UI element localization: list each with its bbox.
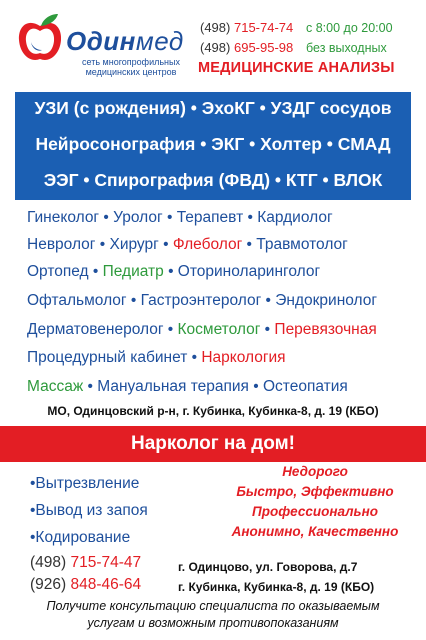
narcology-phone-2[interactable]: (926) 848-46-64 bbox=[30, 576, 142, 593]
diagnostics-box bbox=[15, 92, 411, 200]
specialist-text: Наркология bbox=[201, 349, 286, 366]
service-item: •Вытрезвление bbox=[30, 475, 140, 492]
slogan: Недорого bbox=[282, 464, 348, 479]
brand-name: Одинмед bbox=[66, 26, 184, 56]
apple-logo-icon bbox=[16, 12, 64, 64]
specialists-row bbox=[0, 377, 426, 397]
address-line: г. Одинцово, ул. Говорова, д.7 bbox=[178, 560, 358, 574]
diagnostics-row: УЗИ (с рождения) • ЭхоКГ • УЗДГ сосудов bbox=[34, 98, 392, 118]
specialist-text: Педиатр bbox=[102, 263, 164, 280]
service-item: •Вывод из запоя bbox=[30, 502, 148, 519]
specialist-text: • Оториноларинголог bbox=[163, 263, 321, 280]
specialist-text: Невролог • Хирург • bbox=[27, 236, 173, 253]
address-line: г. Кубинка, Кубинка-8, д. 19 (КБО) bbox=[178, 580, 375, 594]
specialist-text: Косметолог bbox=[177, 321, 261, 338]
footer-note: Получите консультацию специалиста по оказываемым услугам и возможным противопоказаниям bbox=[46, 599, 380, 630]
narcology-addresses bbox=[178, 557, 374, 597]
specialist-text: Процедурный кабинет • bbox=[27, 349, 202, 366]
specialist-text: Гинеколог • Уролог • Терапевт • Кардиолог bbox=[27, 209, 333, 226]
narcologist-banner bbox=[0, 426, 426, 462]
specialist-text: • Травмотолог bbox=[242, 236, 348, 253]
specialists-row bbox=[0, 262, 426, 282]
diagnostics-row: Нейросонография • ЭКГ • Холтер • СМАД bbox=[35, 134, 391, 154]
specialists-row bbox=[0, 291, 426, 311]
specialist-text: • bbox=[260, 321, 275, 338]
specialist-text: Флеболог bbox=[172, 236, 243, 253]
header-phone-2[interactable]: (498) 695-95-98 bbox=[200, 40, 294, 55]
specialist-text: • Мануальная терапия • Остеопатия bbox=[83, 378, 348, 395]
slogan: Анонимно, Качественно bbox=[231, 524, 399, 539]
header-phone-1[interactable]: (498) 715-74-74 bbox=[200, 20, 294, 35]
narcologist-banner-text: Нарколог на дом! bbox=[130, 433, 296, 454]
slogan: Профессионально bbox=[252, 504, 378, 519]
specialist-text: Дерматовенеролог • bbox=[27, 321, 178, 338]
specialist-text: Ортопед • bbox=[27, 263, 103, 280]
specialist-text: Перевязочная bbox=[274, 321, 377, 338]
narcology-slogans bbox=[210, 462, 420, 542]
specialist-text: Офтальмолог • Гастроэнтеролог • Эндокринолог bbox=[27, 292, 378, 309]
narcology-services bbox=[30, 470, 148, 551]
brand-tagline: сеть многопрофильных медицинских центров bbox=[82, 57, 180, 77]
specialists-row bbox=[0, 348, 426, 368]
service-item: •Кодирование bbox=[30, 529, 131, 546]
working-hours: с 8:00 до 20:00 без выходных bbox=[306, 21, 393, 55]
specialists-row bbox=[0, 208, 426, 228]
main-address: МО, Одинцовский р-н, г. Кубинка, Кубинка-8, д. 19 (КБО) bbox=[47, 404, 379, 418]
narcology-phone-1[interactable]: (498) 715-74-47 bbox=[30, 554, 142, 571]
header-phones bbox=[200, 18, 293, 58]
medical-tests-title: МЕДИЦИНСКИЕ АНАЛИЗЫ bbox=[198, 60, 395, 76]
narcology-phones bbox=[30, 552, 141, 596]
specialists-row bbox=[0, 235, 426, 255]
specialist-text: Массаж bbox=[27, 378, 84, 395]
header bbox=[0, 0, 426, 88]
diagnostics-row: ЭЭГ • Спирография (ФВД) • КТГ • ВЛОК bbox=[43, 170, 383, 190]
specialists-row bbox=[0, 320, 426, 340]
slogan: Быстро, Эффективно bbox=[236, 484, 394, 499]
